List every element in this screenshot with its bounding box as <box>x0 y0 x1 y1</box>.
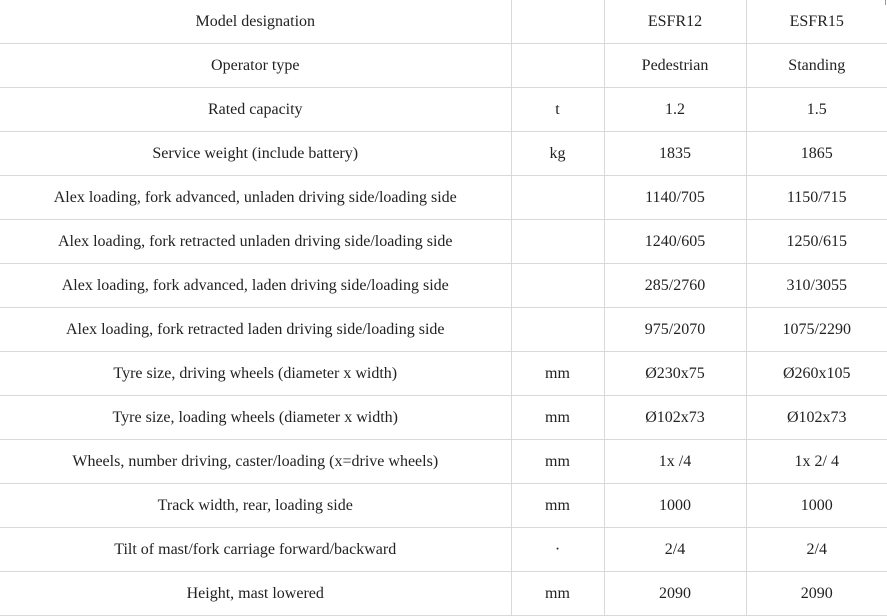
table-row <box>0 396 887 440</box>
row-value-esfr12: 975/2070 <box>604 308 746 352</box>
row-unit <box>511 44 604 88</box>
table-row <box>0 308 887 352</box>
row-value-esfr12: 2/4 <box>604 528 746 572</box>
row-label: Wheels, number driving, caster/loading (x=drive wheels) <box>0 440 511 484</box>
row-unit <box>511 308 604 352</box>
table-row <box>0 264 887 308</box>
row-value-esfr12: Pedestrian <box>604 44 746 88</box>
row-label: Tyre size, loading wheels (diameter x width) <box>0 396 511 440</box>
row-value-esfr12: Ø102x73 <box>604 396 746 440</box>
row-value-esfr12: 285/2760 <box>604 264 746 308</box>
row-unit <box>511 176 604 220</box>
corner-tick-mark <box>885 0 886 5</box>
row-value-esfr12: 2090 <box>604 572 746 616</box>
row-value-esfr15: 1150/715 <box>746 176 887 220</box>
row-value-esfr12: 1000 <box>604 484 746 528</box>
table-row <box>0 352 887 396</box>
row-value-esfr15: 310/3055 <box>746 264 887 308</box>
table-row <box>0 572 887 616</box>
table-row <box>0 484 887 528</box>
table-header-row <box>0 0 887 44</box>
row-label: Height, mast lowered <box>0 572 511 616</box>
row-label: Tyre size, driving wheels (diameter x width) <box>0 352 511 396</box>
row-value-esfr15: 1250/615 <box>746 220 887 264</box>
table-row <box>0 440 887 484</box>
header-model-esfr12: ESFR12 <box>604 0 746 44</box>
table-row <box>0 88 887 132</box>
table-row <box>0 528 887 572</box>
row-label: Tilt of mast/fork carriage forward/backward <box>0 528 511 572</box>
table-row <box>0 44 887 88</box>
row-label: Alex loading, fork retracted laden driving side/loading side <box>0 308 511 352</box>
table-row <box>0 176 887 220</box>
row-value-esfr15: 1865 <box>746 132 887 176</box>
header-label-cell: Model designation <box>0 0 511 44</box>
row-value-esfr15: 1000 <box>746 484 887 528</box>
row-unit: mm <box>511 396 604 440</box>
header-model-esfr15: ESFR15 <box>746 0 887 44</box>
row-unit <box>511 264 604 308</box>
row-label: Alex loading, fork retracted unladen driving side/loading side <box>0 220 511 264</box>
row-value-esfr12: 1140/705 <box>604 176 746 220</box>
row-unit: mm <box>511 440 604 484</box>
table-row <box>0 132 887 176</box>
row-value-esfr12: 1240/605 <box>604 220 746 264</box>
row-value-esfr15: Ø260x105 <box>746 352 887 396</box>
row-value-esfr15: 2090 <box>746 572 887 616</box>
row-value-esfr12: Ø230x75 <box>604 352 746 396</box>
row-value-esfr15: 1.5 <box>746 88 887 132</box>
row-label: Rated capacity <box>0 88 511 132</box>
row-value-esfr15: Ø102x73 <box>746 396 887 440</box>
row-unit: t <box>511 88 604 132</box>
row-value-esfr12: 1x /4 <box>604 440 746 484</box>
row-value-esfr12: 1.2 <box>604 88 746 132</box>
row-label: Alex loading, fork advanced, laden driving side/loading side <box>0 264 511 308</box>
row-unit: mm <box>511 484 604 528</box>
row-unit: mm <box>511 352 604 396</box>
row-value-esfr15: 2/4 <box>746 528 887 572</box>
row-unit: · <box>511 528 604 572</box>
row-unit <box>511 220 604 264</box>
table-row <box>0 220 887 264</box>
header-unit-cell <box>511 0 604 44</box>
row-value-esfr15: 1x 2/ 4 <box>746 440 887 484</box>
row-unit: mm <box>511 572 604 616</box>
row-value-esfr15: 1075/2290 <box>746 308 887 352</box>
row-unit: kg <box>511 132 604 176</box>
row-label: Service weight (include battery) <box>0 132 511 176</box>
row-label: Operator type <box>0 44 511 88</box>
row-label: Alex loading, fork advanced, unladen driving side/loading side <box>0 176 511 220</box>
row-value-esfr15: Standing <box>746 44 887 88</box>
row-value-esfr12: 1835 <box>604 132 746 176</box>
row-label: Track width, rear, loading side <box>0 484 511 528</box>
